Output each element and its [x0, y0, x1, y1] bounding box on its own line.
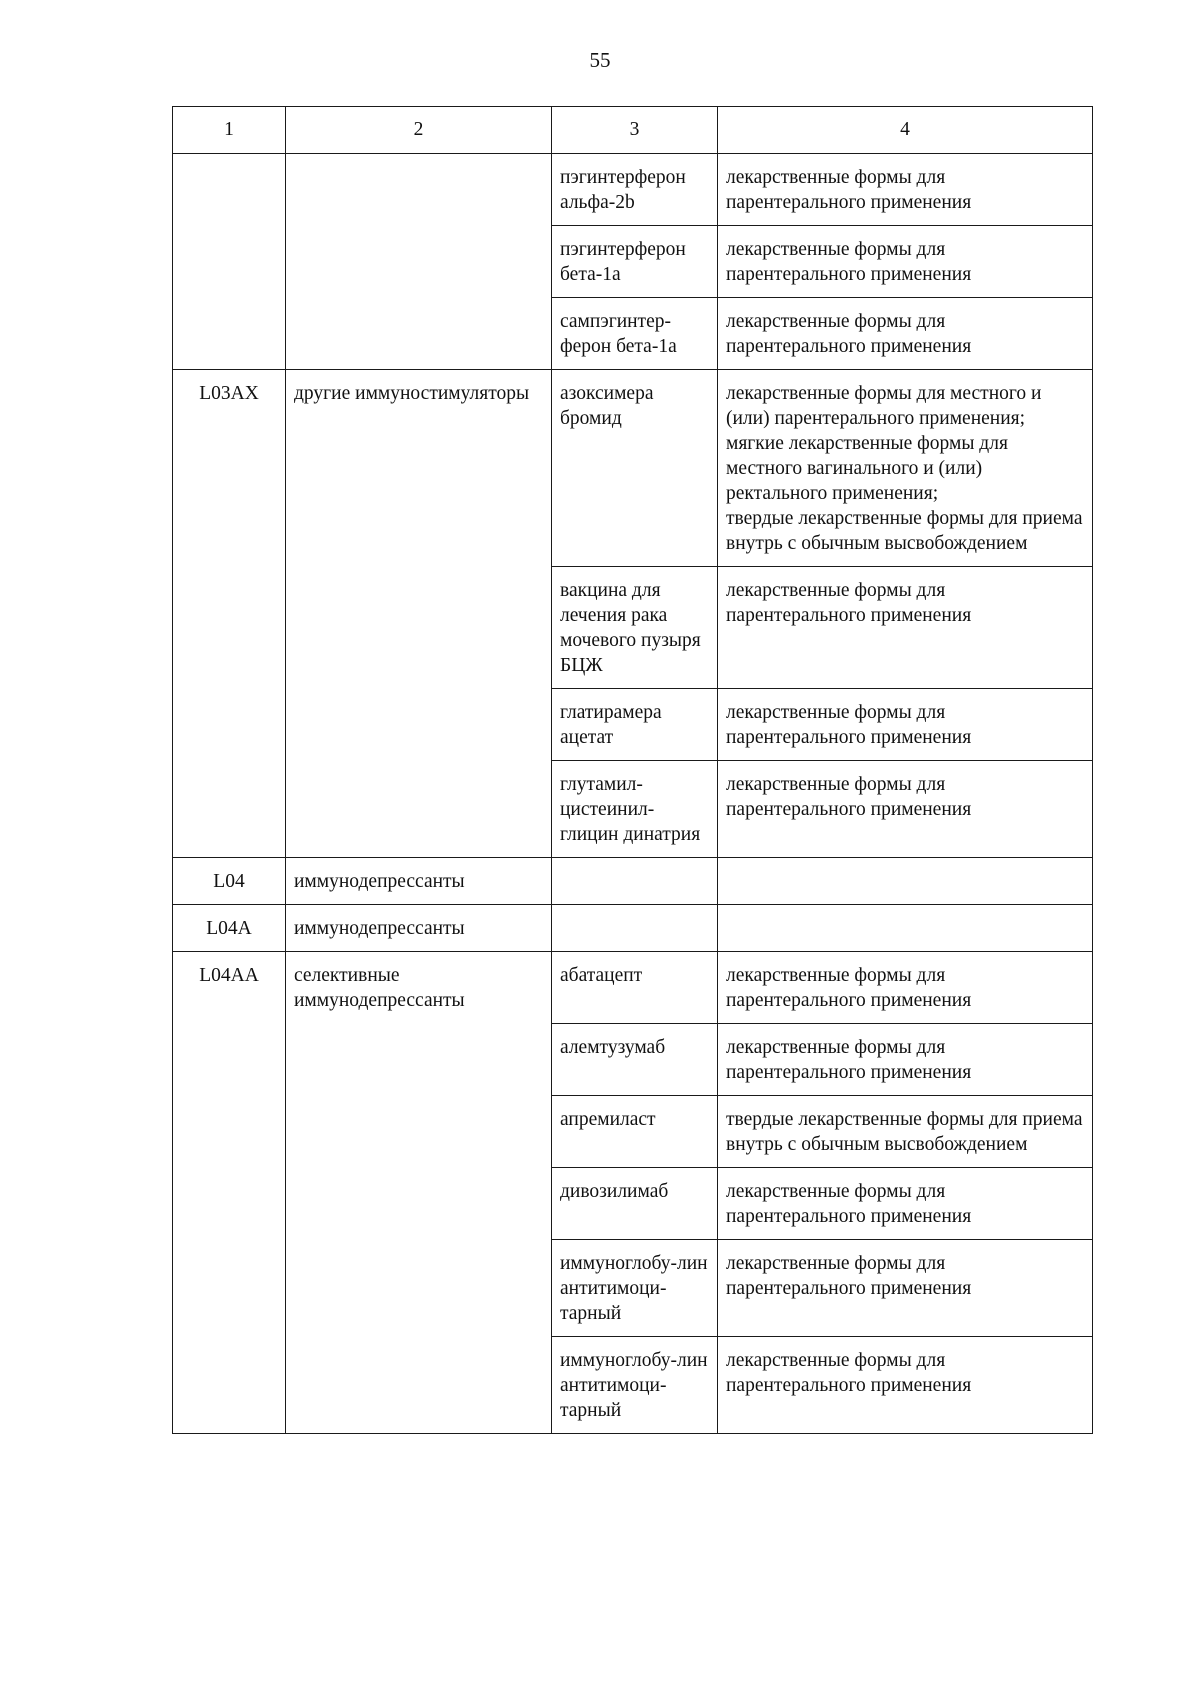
dosage-form-text: твердые лекарственные формы для приема внутрь с обычным высвобождением: [726, 1109, 1083, 1155]
dosage-forms-cell: [718, 905, 1093, 952]
drug-list-table: [172, 106, 1093, 1434]
drug-name-cell: вакцина для лечения рака мочевого пузыря БЦЖ: [552, 567, 718, 689]
dosage-forms-cell: [718, 1096, 1093, 1168]
header-col-3: 3: [552, 107, 718, 154]
dosage-forms-cell: [718, 1024, 1093, 1096]
dosage-forms-cell: [718, 952, 1093, 1024]
dosage-form-text: лекарственные формы для парентерального применения: [726, 239, 972, 285]
dosage-forms-cell: [718, 154, 1093, 226]
atc-code-cell: L03AX: [173, 370, 286, 858]
dosage-form-text: лекарственные формы для парентерального применения: [726, 311, 972, 357]
dosage-form-text: мягкие лекарственные формы для местного вагинального и (или) ректального применения;: [726, 433, 1008, 504]
table-row: [173, 905, 1093, 952]
drug-name-cell: азоксимера бромид: [552, 370, 718, 567]
dosage-forms-cell: [718, 1240, 1093, 1337]
table-row: [173, 952, 1093, 1024]
atc-group-name-cell: иммунодепрессанты: [286, 858, 552, 905]
atc-code-cell: [173, 154, 286, 370]
table-header-row: [173, 107, 1093, 154]
atc-group-name-cell: селективные иммунодепрессанты: [286, 952, 552, 1434]
dosage-forms-cell: [718, 370, 1093, 567]
dosage-form-text: лекарственные формы для парентерального применения: [726, 774, 972, 820]
atc-group-name-cell: иммунодепрессанты: [286, 905, 552, 952]
dosage-form-text: лекарственные формы для парентерального применения: [726, 1181, 972, 1227]
dosage-form-text: лекарственные формы для парентерального применения: [726, 1037, 972, 1083]
dosage-form-text: лекарственные формы для местного и (или) парентерального применения;: [726, 383, 1042, 429]
drug-name-cell: абатацепт: [552, 952, 718, 1024]
page-number: 55: [589, 48, 611, 72]
dosage-forms-cell: [718, 761, 1093, 858]
dosage-forms-cell: [718, 1337, 1093, 1434]
table-row: [173, 370, 1093, 567]
dosage-form-text: лекарственные формы для парентерального применения: [726, 580, 972, 626]
dosage-form-text: лекарственные формы для парентерального применения: [726, 965, 972, 1011]
table-body: [173, 154, 1093, 1434]
drug-name-cell: апремиласт: [552, 1096, 718, 1168]
atc-group-name-cell: другие иммуностимуляторы: [286, 370, 552, 858]
dosage-forms-cell: [718, 567, 1093, 689]
atc-code-cell: L04A: [173, 905, 286, 952]
atc-code-cell: L04AA: [173, 952, 286, 1434]
drug-name-cell: [552, 858, 718, 905]
drug-name-cell: алемтузумаб: [552, 1024, 718, 1096]
dosage-forms-cell: [718, 689, 1093, 761]
drug-name-cell: [552, 905, 718, 952]
drug-name-cell: иммуноглобу-лин антитимоци-тарный: [552, 1337, 718, 1434]
dosage-form-text: лекарственные формы для парентерального применения: [726, 1253, 972, 1299]
dosage-forms-cell: [718, 298, 1093, 370]
atc-group-name-cell: [286, 154, 552, 370]
header-col-1: 1: [173, 107, 286, 154]
table-row: [173, 154, 1093, 226]
dosage-form-text: лекарственные формы для парентерального применения: [726, 167, 972, 213]
header-col-2: 2: [286, 107, 552, 154]
drug-name-cell: дивозилимаб: [552, 1168, 718, 1240]
dosage-form-text: лекарственные формы для парентерального применения: [726, 1350, 972, 1396]
dosage-form-text: лекарственные формы для парентерального применения: [726, 702, 972, 748]
drug-name-cell: глутамил-цистеинил-глицин динатрия: [552, 761, 718, 858]
drug-name-cell: иммуноглобу-лин антитимоци-тарный: [552, 1240, 718, 1337]
table-row: [173, 858, 1093, 905]
dosage-forms-cell: [718, 226, 1093, 298]
drug-name-cell: глатирамера ацетат: [552, 689, 718, 761]
dosage-forms-cell: [718, 858, 1093, 905]
header-col-4: 4: [718, 107, 1093, 154]
drug-name-cell: пэгинтерферон бета-1а: [552, 226, 718, 298]
dosage-form-text: твердые лекарственные формы для приема внутрь с обычным высвобождением: [726, 508, 1083, 554]
atc-code-cell: L04: [173, 858, 286, 905]
drug-name-cell: пэгинтерферон альфа-2b: [552, 154, 718, 226]
drug-name-cell: сампэгинтер-ферон бета-1а: [552, 298, 718, 370]
dosage-forms-cell: [718, 1168, 1093, 1240]
